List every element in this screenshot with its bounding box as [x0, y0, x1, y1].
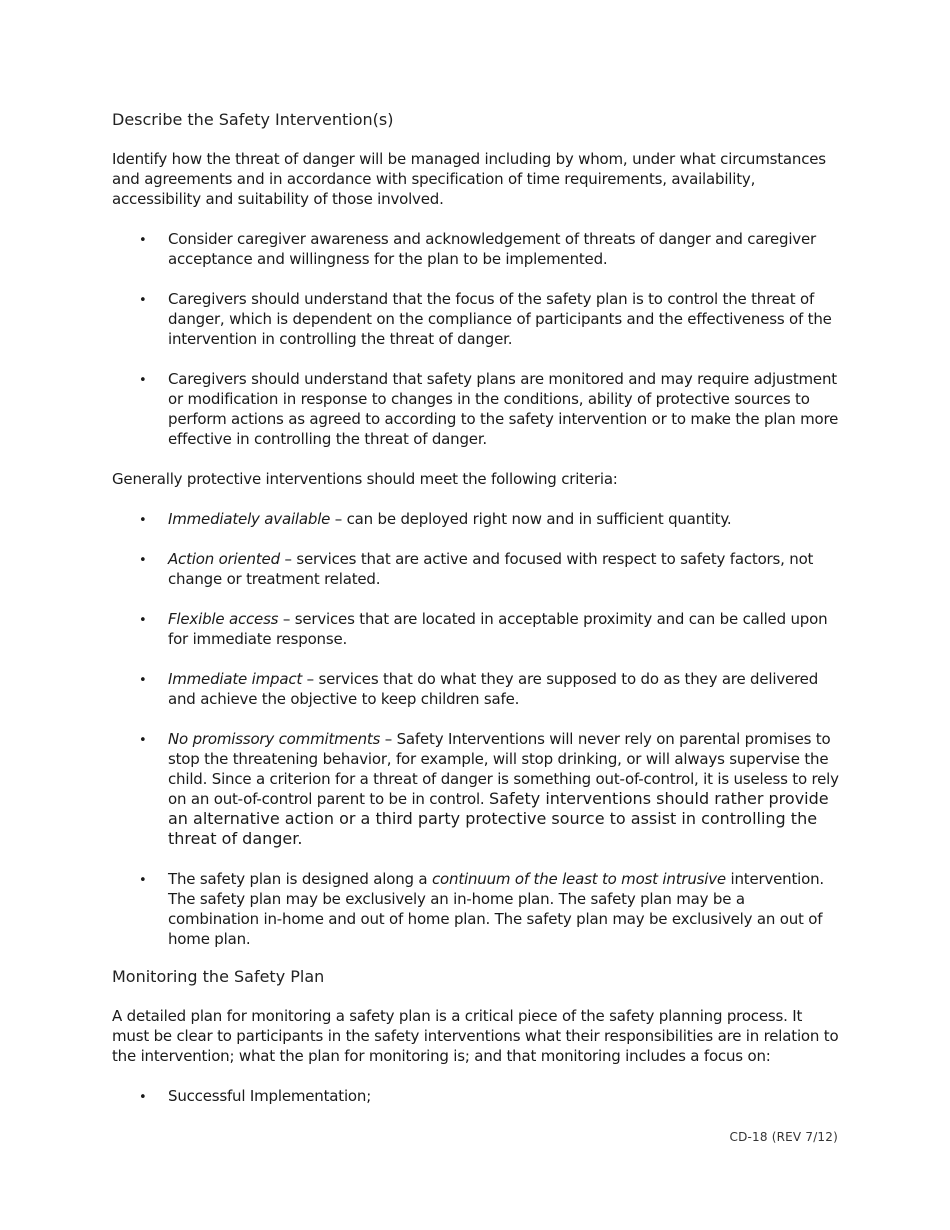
bullet-icon: •: [139, 613, 147, 628]
list-item: • Immediately available – can be deployed right now and in sufficient quantity.: [112, 509, 840, 529]
list-item: • No promissory commitments – Safety Interventions will never rely on parental promises to stop the threatening behavior, for example, will stop drinking, or will always supervise the child. Since a criterion for a threat of danger is something out-of-control, it is useless to rely on an out-of-control parent to be in control. Safety interventions should rather provide an alternative action or a third party protective source to assist in controlling the threat of danger.: [139, 730, 839, 848]
list-item: • Caregivers should understand that the focus of the safety plan is to control the threat of danger, which is dependent on the compliance of participants and the effectiveness of the intervention in controlling the threat of danger.: [139, 290, 832, 348]
monitoring-paragraph: A detailed plan for monitoring a safety plan is a critical piece of the safety planning process. It must be clear to participants in the safety interventions what their responsibilities are in relation to the intervention; what the plan for monitoring is; and that monitoring includes a focus on:: [112, 1007, 839, 1065]
monitoring-bullet-list: [112, 1086, 840, 1106]
section-heading-safety-intervention: Describe the Safety Intervention(s): [112, 110, 394, 129]
bullet-icon: •: [139, 513, 147, 528]
intro-paragraph: Identify how the threat of danger will be managed including by whom, under what circumstances and agreements and in accordance with specification of time requirements, availability, accessibility and suitability of those involved.: [112, 150, 826, 208]
list-item: • The safety plan is designed along a continuum of the least to most intrusive intervention. The safety plan may be exclusively an in-home plan. The safety plan may be a combination in-home and out of home plan. The safety plan may be exclusively an out of home plan.: [139, 870, 824, 948]
bullet-icon: •: [139, 673, 147, 688]
criteria-emphasis-text: Safety interventions should rather provide an alternative action or a third party protective source to assist in controlling the threat of danger.: [168, 789, 829, 848]
bullet-icon: •: [139, 373, 147, 388]
criteria-term: No promissory commitments: [168, 730, 381, 748]
bullet-icon: •: [139, 293, 147, 308]
caregiver-bullet-list: [112, 229, 840, 449]
list-item: • Caregivers should understand that safety plans are monitored and may require adjustment or modification in response to changes in the conditions, ability of protective sources to perform actions as agreed to according to the safety intervention or to make the plan more effective in controlling the threat of danger.: [139, 370, 839, 448]
form-revision-footer: CD-18 (REV 7/12): [729, 1130, 838, 1144]
list-item: • Consider caregiver awareness and acknowledgement of threats of danger and caregiver acceptance and willingness for the plan to be implemented.: [139, 230, 816, 268]
section-heading-monitoring: Monitoring the Safety Plan: [112, 967, 325, 986]
list-item: • Flexible access – services that are located in acceptable proximity and can be called upon for immediate response.: [139, 610, 828, 648]
list-item: • Action oriented – services that are active and focused with respect to safety factors, not change or treatment related.: [139, 550, 814, 588]
criteria-term: Immediate impact: [168, 670, 303, 688]
bullet-icon: •: [139, 873, 147, 888]
bullet-icon: •: [139, 553, 147, 568]
bullet-icon: •: [139, 1090, 147, 1105]
list-item: • Successful Implementation;: [112, 1086, 840, 1106]
criteria-term: Flexible access: [168, 610, 279, 628]
bullet-icon: •: [139, 233, 147, 248]
criteria-term: Action oriented: [168, 550, 280, 568]
criteria-intro: Generally protective interventions should meet the following criteria:: [112, 470, 618, 488]
bullet-icon: •: [139, 733, 147, 748]
document-body: [112, 110, 840, 1126]
criteria-bullet-list: [112, 509, 840, 949]
list-item: • Immediate impact – services that do what they are supposed to do as they are delivered and achieve the objective to keep children safe.: [139, 670, 819, 708]
criteria-term: Immediately available: [168, 510, 331, 528]
